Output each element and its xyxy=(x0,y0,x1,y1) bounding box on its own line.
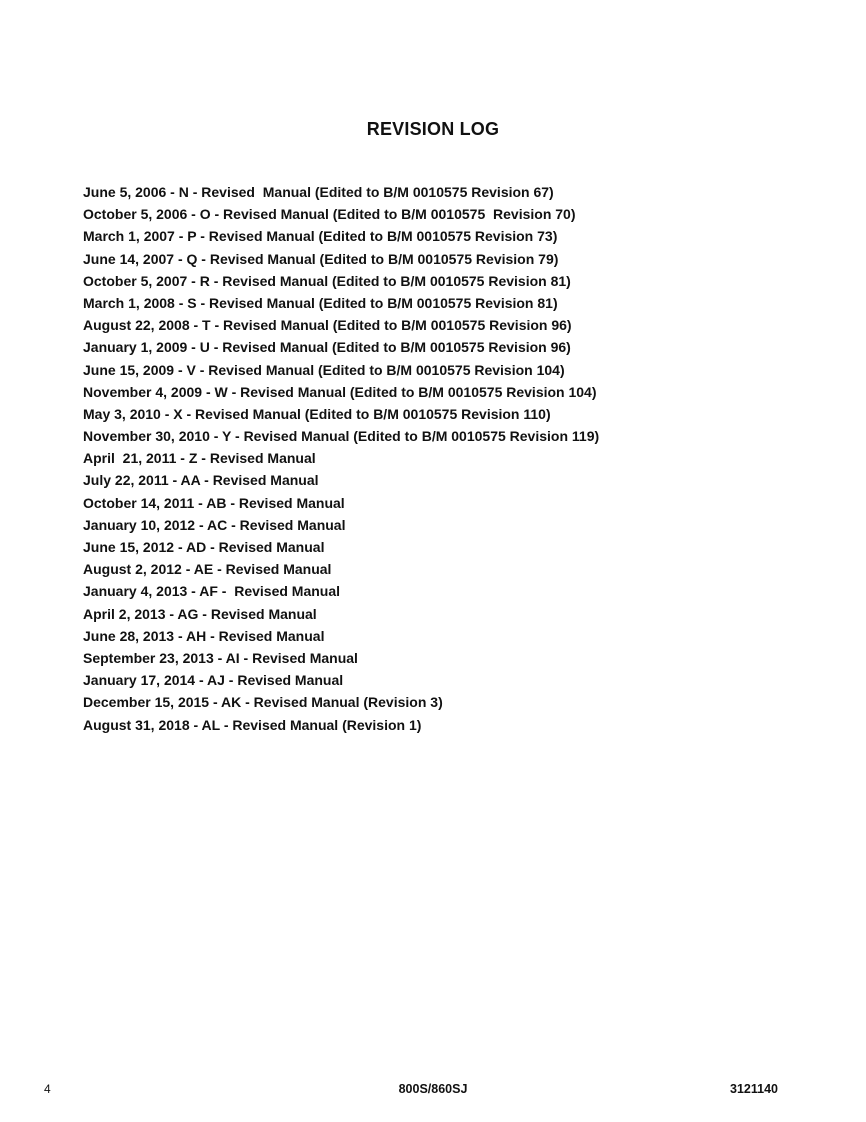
revision-entry: June 5, 2006 - N - Revised Manual (Edited to B/M 0010575 Revision 67) xyxy=(83,184,554,200)
revision-entry: July 22, 2011 - AA - Revised Manual xyxy=(83,472,319,489)
revision-entry: August 31, 2018 - AL - Revised Manual (Revision 1) xyxy=(83,716,422,733)
revision-entry: June 15, 2012 - AD - Revised Manual xyxy=(83,539,325,555)
revision-entry: December 15, 2015 - AK - Revised Manual (Revision 3) xyxy=(83,694,443,711)
revision-entry: March 1, 2008 - S - Revised Manual (Edited to B/M 0010575 Revision 81) xyxy=(83,294,558,311)
revision-entry: January 17, 2014 - AJ - Revised Manual xyxy=(83,672,344,689)
model-number: 800S/860SJ xyxy=(398,1082,468,1096)
revision-entry: June 15, 2009 - V - Revised Manual (Edited to B/M 0010575 Revision 104) xyxy=(83,361,565,378)
revision-entry: August 2, 2012 - AE - Revised Manual xyxy=(83,561,332,578)
revision-entry: October 14, 2011 - AB - Revised Manual xyxy=(83,494,345,511)
revision-entry: June 14, 2007 - Q - Revised Manual (Edited to B/M 0010575 Revision 79) xyxy=(83,250,559,267)
revision-entry: April 21, 2011 - Z - Revised Manual xyxy=(83,450,316,467)
revision-entry: January 4, 2013 - AF - Revised Manual xyxy=(83,583,341,600)
revision-entry: April 2, 2013 - AG - Revised Manual xyxy=(83,605,317,622)
document-number: 3121140 xyxy=(730,1082,778,1096)
revision-entry: March 1, 2007 - P - Revised Manual (Edited to B/M 0010575 Revision 73) xyxy=(83,228,558,245)
revision-entry: June 28, 2013 - AH - Revised Manual xyxy=(83,627,325,644)
revision-entry: August 22, 2008 - T - Revised Manual (Edited to B/M 0010575 Revision 96) xyxy=(83,317,572,334)
revision-entry: November 30, 2010 - Y - Revised Manual (Edited to B/M 0010575 Revision 119) xyxy=(83,428,600,445)
revision-entry: January 10, 2012 - AC - Revised Manual xyxy=(83,516,346,533)
revision-entry: October 5, 2007 - R - Revised Manual (Edited to B/M 0010575 Revision 81) xyxy=(83,272,571,289)
revision-entry: October 5, 2006 - O - Revised Manual (Edited to B/M 0010575 Revision 70) xyxy=(83,206,576,223)
revision-entry: November 4, 2009 - W - Revised Manual (Edited to B/M 0010575 Revision 104) xyxy=(83,383,597,400)
page-number: 4 xyxy=(44,1082,51,1096)
page-title: REVISION LOG xyxy=(366,119,500,139)
revision-entry: January 1, 2009 - U - Revised Manual (Edited to B/M 0010575 Revision 96) xyxy=(83,339,571,356)
revision-entry: May 3, 2010 - X - Revised Manual (Edited to B/M 0010575 Revision 110) xyxy=(83,405,551,422)
revision-log-list xyxy=(83,181,783,736)
revision-entry: September 23, 2013 - AI - Revised Manual xyxy=(83,649,358,666)
